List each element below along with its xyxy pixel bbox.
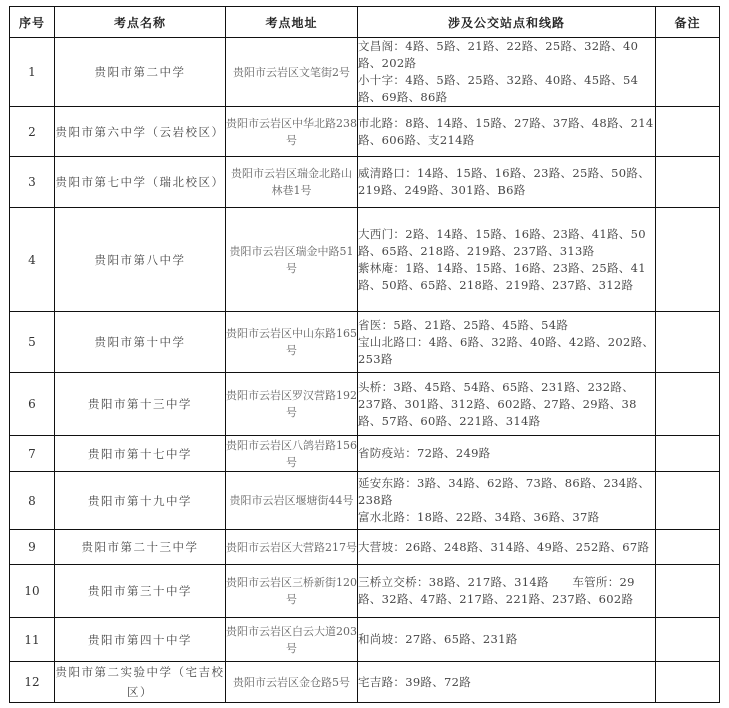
bus-stop-routes: 大营坡：26路、248路、314路、49路、252路、67路 bbox=[358, 539, 650, 554]
table-row bbox=[10, 38, 720, 107]
cell-bus-routes bbox=[358, 618, 656, 662]
cell-no: 11 bbox=[10, 618, 55, 662]
cell-remark bbox=[656, 312, 720, 373]
cell-no: 12 bbox=[10, 662, 55, 703]
cell-no: 8 bbox=[10, 472, 55, 530]
cell-site-address: 贵阳市云岩区大营路217号 bbox=[226, 530, 358, 565]
cell-site-name: 贵阳市第七中学（瑞北校区） bbox=[55, 157, 226, 208]
cell-site-address: 贵阳市云岩区三桥新街120号 bbox=[226, 565, 358, 618]
cell-no: 5 bbox=[10, 312, 55, 373]
table-row bbox=[10, 107, 720, 157]
table-row bbox=[10, 436, 720, 472]
cell-site-address: 贵阳市云岩区瑞金北路山林巷1号 bbox=[226, 157, 358, 208]
table-row bbox=[10, 373, 720, 436]
bus-stop-routes: 市北路：8路、14路、15路、27路、37路、48路、214路、606路、支214路 bbox=[358, 115, 654, 147]
cell-site-name: 贵阳市第十中学 bbox=[55, 312, 226, 373]
cell-bus-routes bbox=[358, 157, 656, 208]
cell-bus-routes bbox=[358, 107, 656, 157]
cell-remark bbox=[656, 38, 720, 107]
cell-site-name: 贵阳市第六中学（云岩校区） bbox=[55, 107, 226, 157]
cell-remark bbox=[656, 107, 720, 157]
cell-remark bbox=[656, 565, 720, 618]
cell-no: 6 bbox=[10, 373, 55, 436]
table-body bbox=[10, 38, 720, 703]
cell-no: 9 bbox=[10, 530, 55, 565]
cell-bus-routes bbox=[358, 472, 656, 530]
bus-stop-routes: 大西门：2路、14路、15路、16路、23路、41路、50路、65路、218路、219路、237路、313路 bbox=[358, 226, 646, 258]
bus-stop-routes: 头桥：3路、45路、54路、65路、231路、232路、237路、301路、312路、602路、27路、29路、38路、57路、60路、221路、314路 bbox=[358, 379, 637, 428]
header-no: 序号 bbox=[10, 7, 55, 38]
cell-site-name: 贵阳市第二十三中学 bbox=[55, 530, 226, 565]
table-row bbox=[10, 618, 720, 662]
cell-site-name: 贵阳市第十三中学 bbox=[55, 373, 226, 436]
cell-no: 10 bbox=[10, 565, 55, 618]
bus-stop-routes: 三桥立交桥：38路、217路、314路 车管所：29路、32路、47路、217路、221路、237路、602路 bbox=[358, 575, 635, 606]
cell-site-name: 贵阳市第十七中学 bbox=[55, 436, 226, 472]
cell-remark bbox=[656, 208, 720, 312]
cell-site-name: 贵阳市第四十中学 bbox=[55, 618, 226, 662]
bus-stop-routes: 富水北路：18路、22路、34路、36路、37路 bbox=[358, 510, 600, 524]
table-row bbox=[10, 662, 720, 703]
exam-site-bus-table bbox=[9, 6, 720, 703]
bus-stop-routes: 紫林庵：1路、14路、15路、16路、23路、25路、41路、50路、65路、218路、219路、237路、312路 bbox=[358, 260, 646, 292]
cell-bus-routes bbox=[358, 565, 656, 618]
bus-stop-routes: 威清路口：14路、15路、16路、23路、25路、50路、219路、249路、301路、B6路 bbox=[358, 166, 650, 197]
cell-site-address: 贵阳市云岩区八鸽岩路156号 bbox=[226, 436, 358, 472]
cell-remark bbox=[656, 157, 720, 208]
header-address: 考点地址 bbox=[226, 7, 358, 38]
cell-site-name: 贵阳市第二实验中学（宅吉校区） bbox=[55, 662, 226, 703]
bus-stop-routes: 宝山北路口：4路、6路、32路、40路、42路、202路、253路 bbox=[358, 334, 655, 366]
cell-site-address: 贵阳市云岩区罗汉营路192号 bbox=[226, 373, 358, 436]
header-row bbox=[10, 7, 720, 38]
cell-remark bbox=[656, 530, 720, 565]
cell-remark bbox=[656, 662, 720, 703]
header-name: 考点名称 bbox=[55, 7, 226, 38]
cell-remark bbox=[656, 472, 720, 530]
cell-site-name: 贵阳市第三十中学 bbox=[55, 565, 226, 618]
cell-site-name: 贵阳市第八中学 bbox=[55, 208, 226, 312]
cell-no: 3 bbox=[10, 157, 55, 208]
cell-bus-routes bbox=[358, 208, 656, 312]
cell-site-address: 贵阳市云岩区中山东路165号 bbox=[226, 312, 358, 373]
cell-site-address: 贵阳市云岩区中华北路238号 bbox=[226, 107, 358, 157]
bus-stop-routes: 延安东路：3路、34路、62路、73路、86路、234路、238路 bbox=[358, 476, 650, 507]
cell-remark bbox=[656, 373, 720, 436]
bus-stop-routes: 省医：5路、21路、25路、45路、54路 bbox=[358, 317, 569, 332]
header-routes: 涉及公交站点和线路 bbox=[358, 7, 656, 38]
bus-stop-routes: 宅吉路：39路、72路 bbox=[358, 674, 472, 689]
bus-stop-routes: 小十字：4路、5路、25路、32路、40路、45路、54路、69路、86路 bbox=[358, 73, 639, 104]
cell-no: 1 bbox=[10, 38, 55, 107]
table-row bbox=[10, 208, 720, 312]
table-row bbox=[10, 565, 720, 618]
cell-bus-routes bbox=[358, 373, 656, 436]
table-row bbox=[10, 312, 720, 373]
cell-bus-routes bbox=[358, 530, 656, 565]
cell-site-name: 贵阳市第二中学 bbox=[55, 38, 226, 107]
bus-stop-routes: 文昌阁：4路、5路、21路、22路、25路、32路、40路、202路 bbox=[358, 39, 639, 70]
cell-site-address: 贵阳市云岩区金仓路5号 bbox=[226, 662, 358, 703]
header-remark: 备注 bbox=[656, 7, 720, 38]
cell-bus-routes bbox=[358, 38, 656, 107]
bus-stop-routes: 和尚坡：27路、65路、231路 bbox=[358, 632, 518, 646]
cell-site-address: 贵阳市云岩区瑞金中路51号 bbox=[226, 208, 358, 312]
cell-site-address: 贵阳市云岩区白云大道203号 bbox=[226, 618, 358, 662]
cell-bus-routes bbox=[358, 312, 656, 373]
cell-remark bbox=[656, 618, 720, 662]
table-row bbox=[10, 472, 720, 530]
cell-site-address: 贵阳市云岩区堰塘街44号 bbox=[226, 472, 358, 530]
bus-stop-routes: 省防疫站：72路、249路 bbox=[358, 446, 491, 460]
cell-no: 2 bbox=[10, 107, 55, 157]
cell-remark bbox=[656, 436, 720, 472]
cell-bus-routes bbox=[358, 436, 656, 472]
table-row bbox=[10, 157, 720, 208]
cell-no: 4 bbox=[10, 208, 55, 312]
table-row bbox=[10, 530, 720, 565]
cell-site-name: 贵阳市第十九中学 bbox=[55, 472, 226, 530]
cell-site-address: 贵阳市云岩区文笔街2号 bbox=[226, 38, 358, 107]
cell-bus-routes bbox=[358, 662, 656, 703]
cell-no: 7 bbox=[10, 436, 55, 472]
